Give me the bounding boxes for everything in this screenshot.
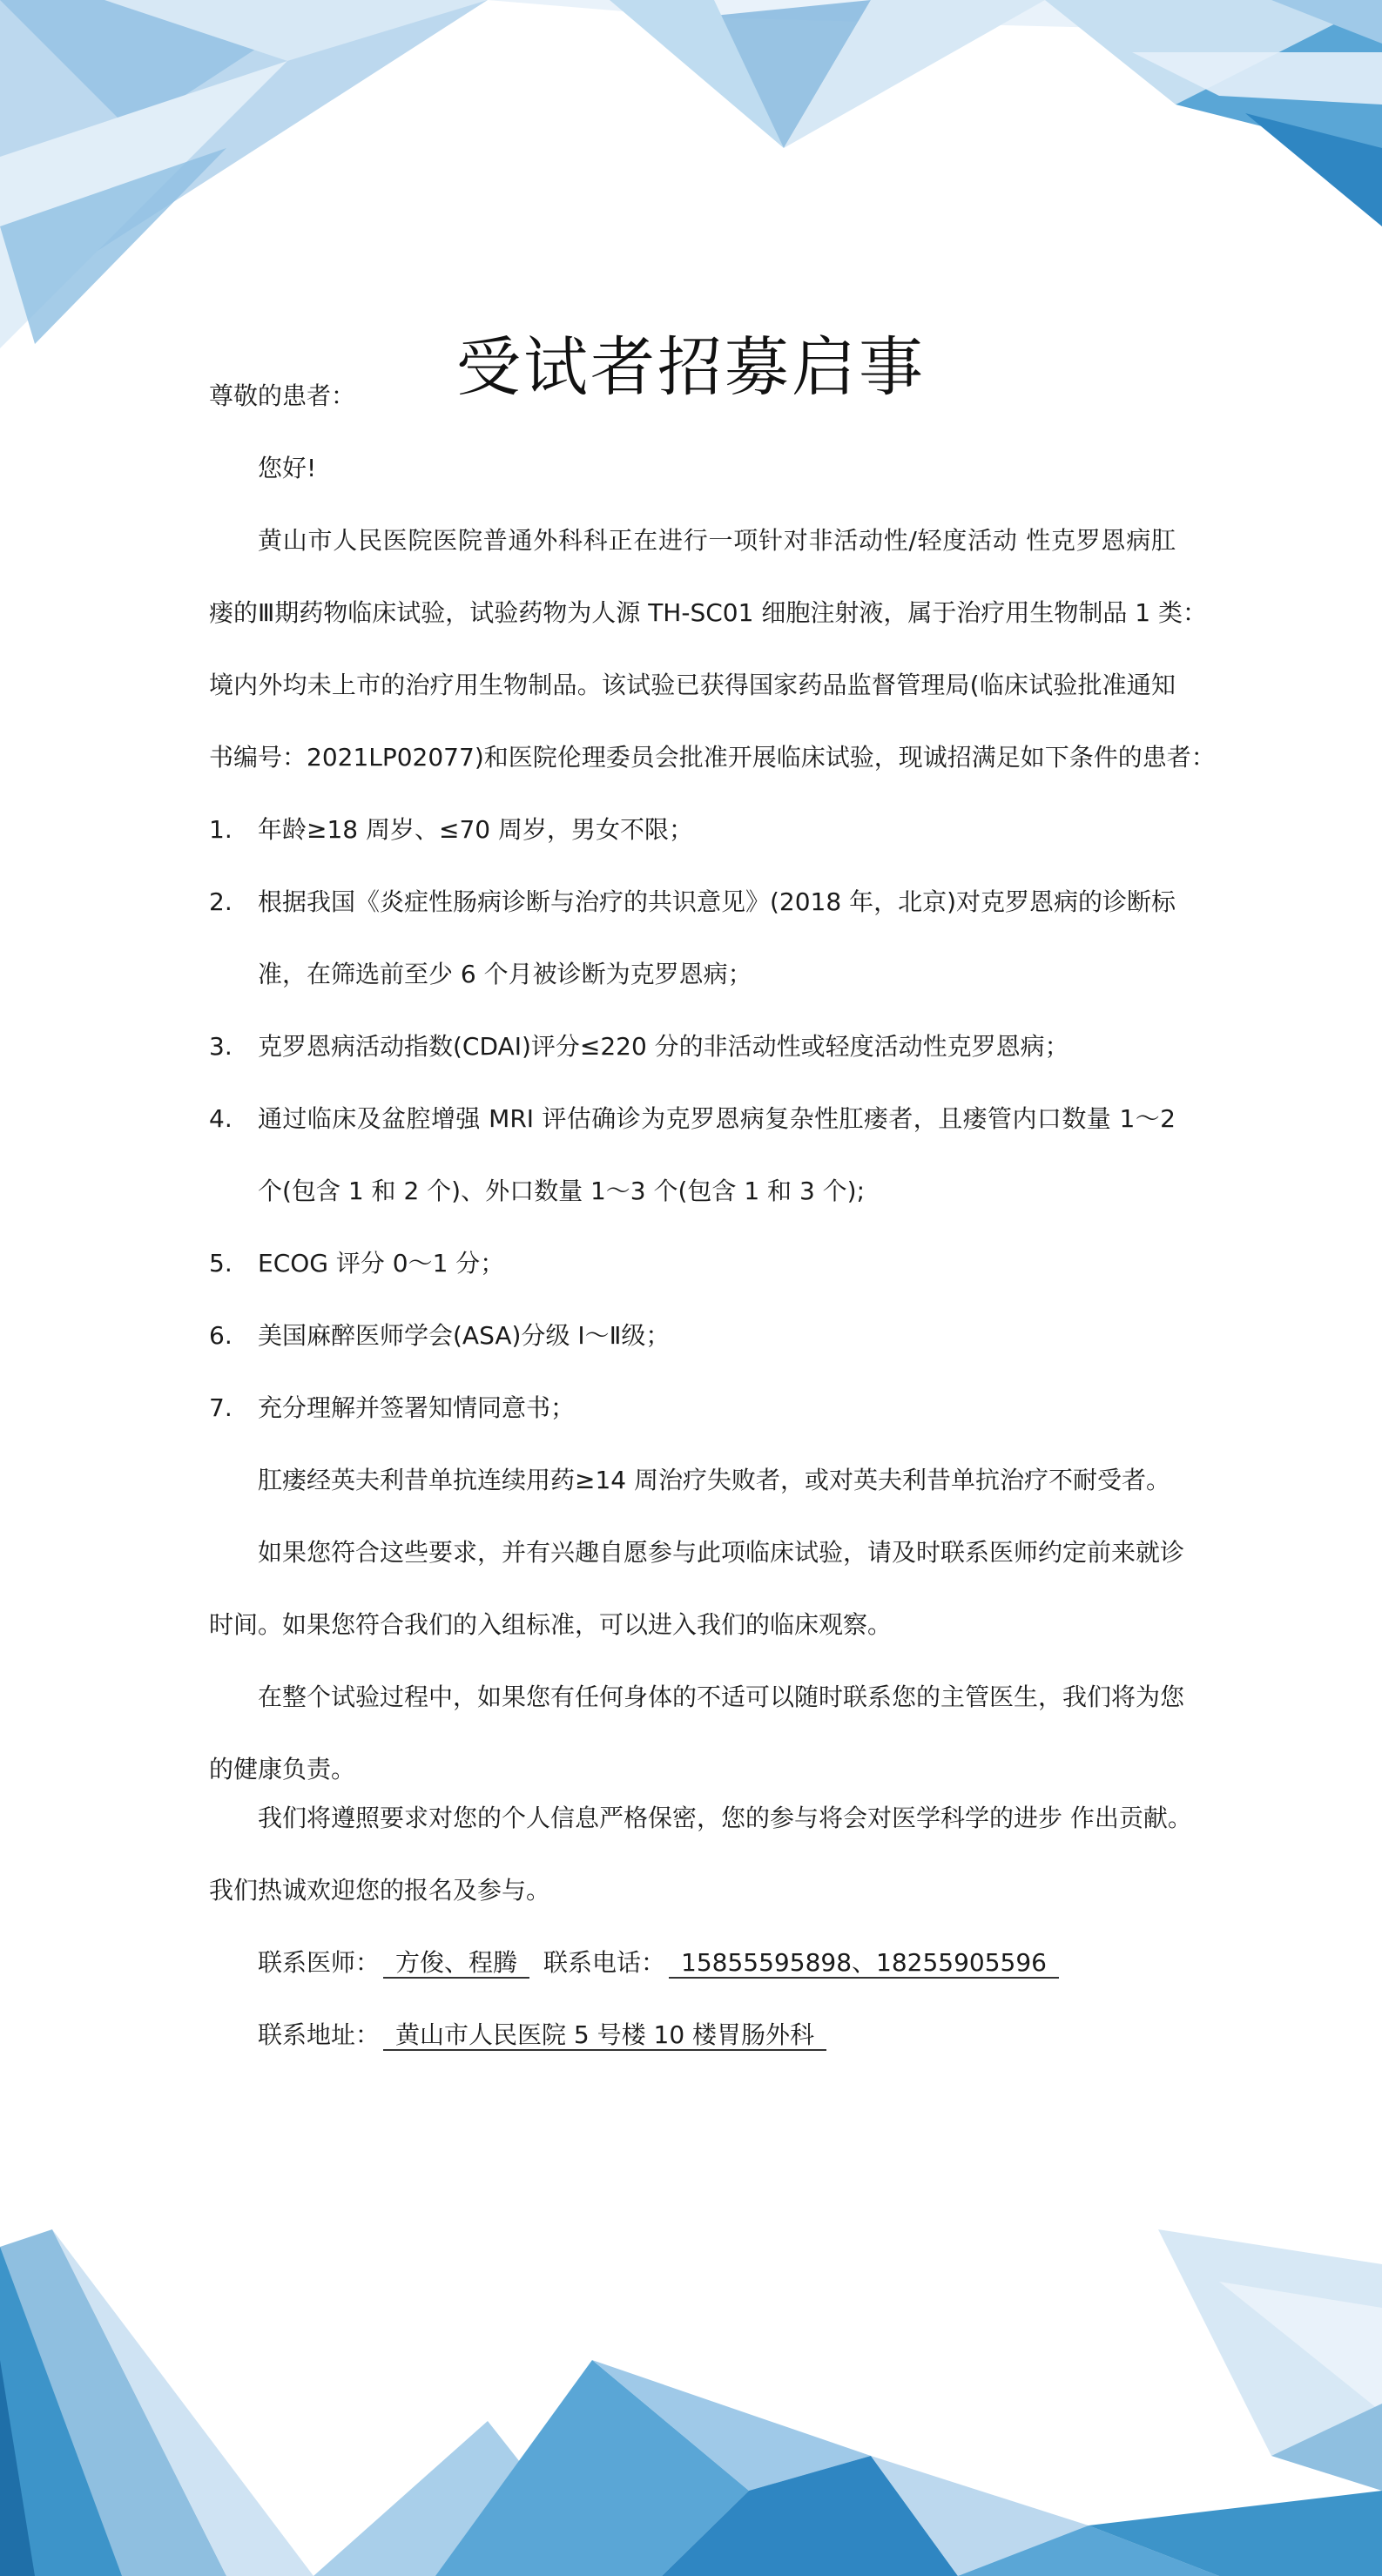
criteria-number: 7. <box>209 1393 233 1422</box>
greeting-text: 尊敬的患者： <box>209 381 356 410</box>
notice-body <box>209 369 1216 2080</box>
address-value: 黄山市人民医院 5 号楼 10 楼胃肠外科 <box>383 2021 826 2051</box>
criteria-text: 克罗恩病活动指数(CDAI)评分≤220 分的非活动性或轻度活动性克罗恩病； <box>258 1032 1069 1061</box>
criteria-number: 5. <box>209 1249 233 1278</box>
paragraph-health <box>209 1670 1185 1791</box>
contact-doctor-row <box>209 1936 1176 2008</box>
criteria-text: 通过临床及盆腔增强 MRI 评估确诊为克罗恩病复杂性肛瘘者，且瘘管内口数量 1～2 <box>258 1104 1176 1133</box>
extra-criterion-text: 肛瘘经英夫利昔单抗连续用药≥14 周治疗失败者，或对英夫利昔单抗治疗不耐受者。 <box>258 1466 1170 1494</box>
criteria-item <box>209 1381 1176 1453</box>
paragraph-line: 在整个试验过程中，如果您有任何身体的不适可以随时联系您的主管医生，我们将为您 <box>258 1682 1185 1711</box>
criteria-number: 4. <box>209 1104 233 1133</box>
criteria-number: 1. <box>209 815 233 844</box>
criteria-item <box>209 875 1176 947</box>
criteria-number: 6. <box>209 1321 233 1350</box>
criteria-text: 根据我国《炎症性肠病诊断与治疗的共识意见》(2018 年，北京)对克罗恩病的诊断标 <box>258 887 1176 916</box>
criteria-item <box>209 1020 1176 1092</box>
intro-line: 书编号：2021LP02077)和医院伦理委员会批准开展临床试验，现诚招满足如下条件的患者： <box>209 743 1216 772</box>
hello-text: 您好! <box>258 454 317 482</box>
criteria-text: 美国麻醉医师学会(ASA)分级 I～Ⅱ级； <box>258 1321 671 1350</box>
criteria-number: 3. <box>209 1032 233 1061</box>
criteria-list <box>209 803 1176 1453</box>
intro-line: 黄山市人民医院医院普通外科科正在进行一项针对非活动性/轻度活动 性克罗恩病肛 <box>258 526 1176 555</box>
paragraph-line: 时间。如果您符合我们的入组标准，可以进入我们的临床观察。 <box>209 1610 893 1639</box>
criteria-text: 充分理解并签署知情同意书； <box>258 1393 576 1422</box>
doctor-value: 方俊、程腾 <box>383 1949 529 1979</box>
paragraph-participation <box>209 1526 1185 1670</box>
contact-address-row <box>209 2008 1176 2080</box>
paragraph-privacy <box>209 1791 1192 1936</box>
criteria-item-continued <box>209 947 1176 1020</box>
criteria-text: ECOG 评分 0～1 分； <box>258 1249 505 1278</box>
criteria-text: 年龄≥18 周岁、≤70 周岁，男女不限； <box>258 815 693 844</box>
phone-value: 15855595898、18255905596 <box>669 1949 1059 1979</box>
page-title: 受试者招募启事 <box>456 329 926 405</box>
address-label: 联系地址： <box>258 2020 381 2049</box>
criteria-item <box>209 1309 1176 1381</box>
paragraph-line: 我们热诚欢迎您的报名及参与。 <box>209 1876 551 1905</box>
criteria-item <box>209 1092 1176 1164</box>
criteria-text: 准，在筛选前至少 6 个月被诊断为克罗恩病； <box>258 960 752 988</box>
paragraph-line: 我们将遵照要求对您的个人信息严格保密，您的参与将会对医学科学的进步 作出贡献。 <box>258 1804 1192 1832</box>
paragraph-line: 的健康负责。 <box>209 1755 356 1784</box>
criteria-item-continued <box>209 1164 1176 1237</box>
paragraph-line: 如果您符合这些要求，并有兴趣自愿参与此项临床试验，请及时联系医师约定前来就诊 <box>258 1538 1185 1567</box>
criteria-item <box>209 803 1176 875</box>
top-decoration-graphic <box>0 0 1382 366</box>
criteria-text: 个(包含 1 和 2 个)、外口数量 1～3 个(包含 1 和 3 个); <box>258 1177 866 1205</box>
criteria-item <box>209 1237 1176 1309</box>
bottom-decoration-graphic <box>0 2229 1382 2576</box>
intro-line: 瘘的Ⅲ期药物临床试验，试验药物为人源 TH-SC01 细胞注射液，属于治疗用生物制品 1 类： <box>209 598 1207 627</box>
doctor-label: 联系医师： <box>258 1948 381 1977</box>
intro-paragraph <box>209 514 1216 803</box>
intro-line: 境内外均未上市的治疗用生物制品。该试验已获得国家药品监督管理局(临床试验批准通知 <box>209 671 1176 699</box>
criteria-number: 2. <box>209 887 233 916</box>
phone-label: 联系电话： <box>543 1948 666 1977</box>
